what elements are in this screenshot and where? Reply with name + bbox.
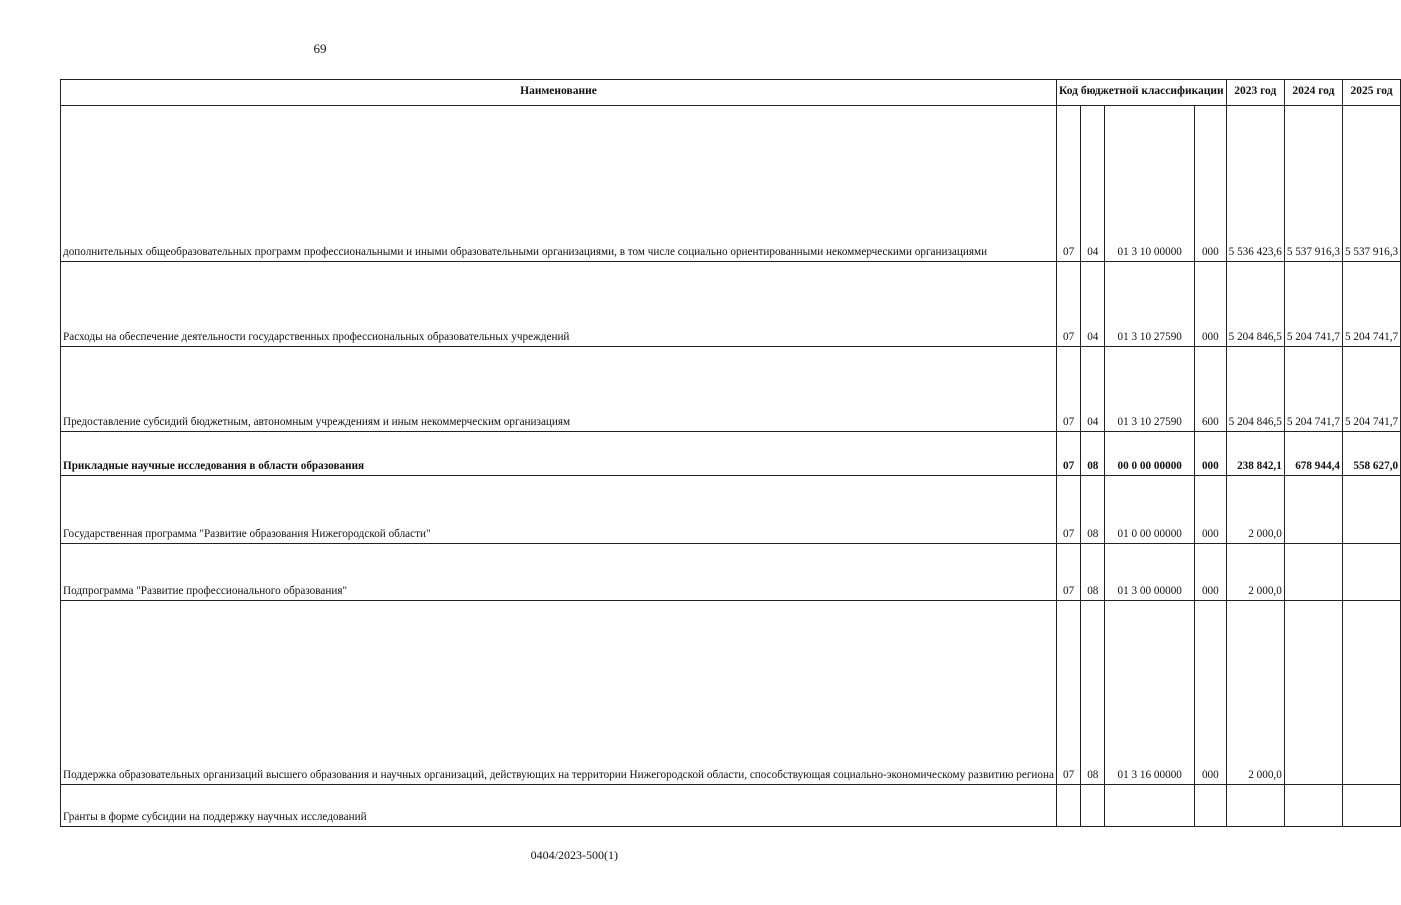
subsection-code: 04: [1081, 106, 1105, 262]
target-article-code: 01 3 10 00000: [1105, 106, 1195, 262]
target-article-code: 01 3 16 00000: [1105, 601, 1195, 785]
target-article-code: 01 3 10 27590: [1105, 262, 1195, 347]
row-name: Прикладные научные исследования в области образования: [61, 432, 1057, 476]
expense-type-code: 000: [1195, 262, 1227, 347]
amount-2023: 5 536 423,6: [1226, 106, 1284, 262]
document-code: 0404/2023-500(1): [530, 848, 618, 862]
row-name: дополнительных общеобразовательных программ профессиональными и иными образовательными организациями, в том числе социально ориентированными некоммерческими организациями: [61, 106, 1057, 262]
target-article-code: 01 3 00 00000: [1105, 544, 1195, 601]
header-2025: 2025 год: [1342, 80, 1400, 106]
amount-2025: [1342, 601, 1400, 785]
table-row: [61, 785, 1401, 827]
amount-2025: [1342, 785, 1400, 827]
subsection-code: 04: [1081, 347, 1105, 432]
row-name: Подпрограмма "Развитие профессионального образования": [61, 544, 1057, 601]
expense-type-code: 000: [1195, 106, 1227, 262]
amount-2024: [1284, 785, 1342, 827]
section-code: 07: [1056, 106, 1080, 262]
expense-type-code: [1195, 785, 1227, 827]
amount-2023: 2 000,0: [1226, 476, 1284, 544]
amount-2023: 238 842,1: [1226, 432, 1284, 476]
page-number: 69: [313, 41, 327, 56]
header-name: Наименование: [61, 80, 1057, 106]
subsection-code: 08: [1081, 544, 1105, 601]
table-row: [61, 262, 1401, 347]
amount-2025: [1342, 476, 1400, 544]
table-row: [61, 106, 1401, 262]
amount-2024: [1284, 544, 1342, 601]
table-header-row: [61, 80, 1401, 106]
section-code: 07: [1056, 544, 1080, 601]
subsection-code: 08: [1081, 601, 1105, 785]
expense-type-code: 600: [1195, 347, 1227, 432]
target-article-code: [1105, 785, 1195, 827]
amount-2024: 5 537 916,3: [1284, 106, 1342, 262]
row-name: Поддержка образовательных организаций высшего образования и научных организаций, действующих на территории Нижегородской области, способствующая социально-экономическому развитию региона: [61, 601, 1057, 785]
row-name: Расходы на обеспечение деятельности государственных профессиональных образовательных учреждений: [61, 262, 1057, 347]
header-2024: 2024 год: [1284, 80, 1342, 106]
amount-2025: 5 537 916,3: [1342, 106, 1400, 262]
target-article-code: 01 0 00 00000: [1105, 476, 1195, 544]
amount-2025: 558 627,0: [1342, 432, 1400, 476]
expense-type-code: 000: [1195, 544, 1227, 601]
amount-2023: [1226, 785, 1284, 827]
section-code: 07: [1056, 432, 1080, 476]
subsection-code: 08: [1081, 432, 1105, 476]
section-code: 07: [1056, 347, 1080, 432]
table-row: [61, 544, 1401, 601]
row-name: Гранты в форме субсидии на поддержку научных исследований: [61, 785, 1057, 827]
amount-2024: 5 204 741,7: [1284, 262, 1342, 347]
amount-2023: 2 000,0: [1226, 544, 1284, 601]
expense-type-code: 000: [1195, 476, 1227, 544]
target-article-code: 01 3 10 27590: [1105, 347, 1195, 432]
amount-2024: [1284, 601, 1342, 785]
target-article-code: 00 0 00 00000: [1105, 432, 1195, 476]
amount-2025: 5 204 741,7: [1342, 347, 1400, 432]
table-row: [61, 476, 1401, 544]
row-name: Государственная программа "Развитие образования Нижегородской области": [61, 476, 1057, 544]
subsection-code: [1081, 785, 1105, 827]
header-budget-code: Код бюджетной классификации: [1056, 80, 1226, 106]
amount-2023: 2 000,0: [1226, 601, 1284, 785]
row-name: Предоставление субсидий бюджетным, автономным учреждениям и иным некоммерческим организациям: [61, 347, 1057, 432]
table-row: [61, 601, 1401, 785]
expense-type-code: 000: [1195, 601, 1227, 785]
table-row: [61, 347, 1401, 432]
section-code: 07: [1056, 601, 1080, 785]
table-row: [61, 432, 1401, 476]
amount-2024: 5 204 741,7: [1284, 347, 1342, 432]
header-2023: 2023 год: [1226, 80, 1284, 106]
subsection-code: 04: [1081, 262, 1105, 347]
amount-2024: [1284, 476, 1342, 544]
section-code: [1056, 785, 1080, 827]
section-code: 07: [1056, 476, 1080, 544]
subsection-code: 08: [1081, 476, 1105, 544]
amount-2025: 5 204 741,7: [1342, 262, 1400, 347]
amount-2024: 678 944,4: [1284, 432, 1342, 476]
amount-2023: 5 204 846,5: [1226, 262, 1284, 347]
budget-table: [60, 79, 1401, 827]
amount-2023: 5 204 846,5: [1226, 347, 1284, 432]
amount-2025: [1342, 544, 1400, 601]
section-code: 07: [1056, 262, 1080, 347]
expense-type-code: 000: [1195, 432, 1227, 476]
